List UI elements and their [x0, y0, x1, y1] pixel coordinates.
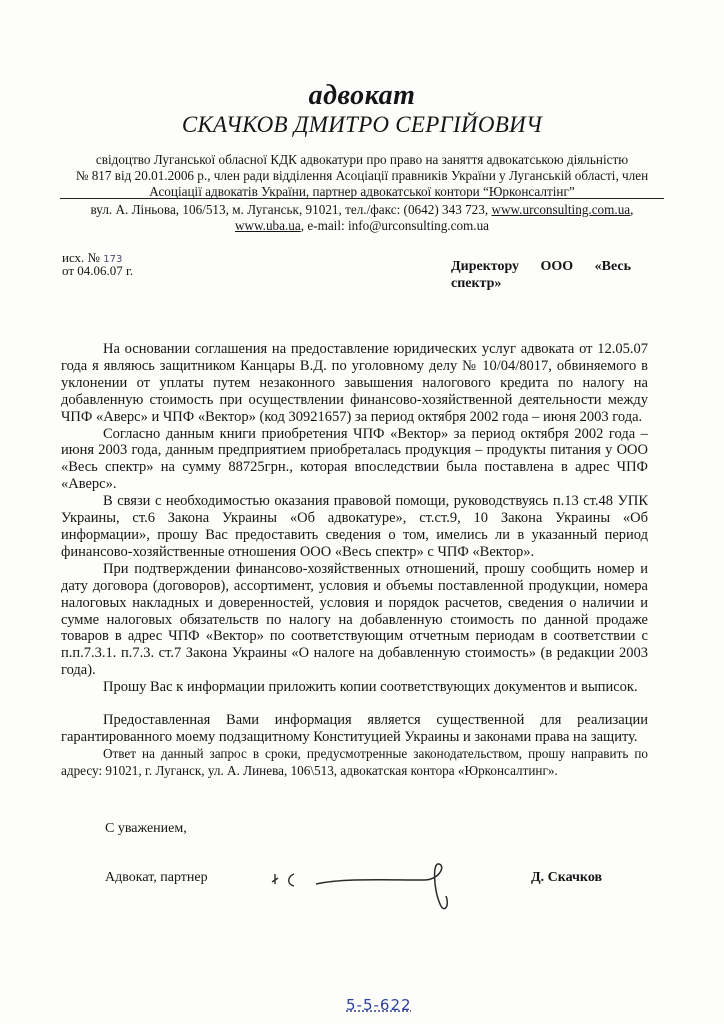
- signature-drawing: [264, 860, 474, 920]
- header-divider: [60, 198, 664, 199]
- outgoing-number-handwritten: 173: [103, 254, 123, 265]
- paragraph-1: На основании соглашения на предоставление юридических услуг адвоката от 12.05.07 года я являюсь защитником Канцары В.Д. по уголовному делу № 10/04/8017, обвиняемого в уклонении от уплаты путем незаконного завышения налогового кредита по налогу на добавленную стоимость при осуществлении финансово-хозяйственной деятельности между ЧПФ «Аверс» и ЧПФ «Вектор» (код 30921657) за период октября 2002 года – июня 2003 года.: [61, 341, 648, 425]
- contact-info: вул. А. Ліньова, 106/513, м. Луганськ, 91021, тел./факс: (0642) 343 723, www.urconsulting.com.ua, www.uba.ua, e-mail: info@urconsulting.com.ua: [90, 202, 634, 233]
- paragraph-7: Ответ на данный запрос в сроки, предусмотренные законодательством, прошу направить по адресу: 91021, г. Луганск, ул. А. Линева, 106\513, адвокатская контора «Юрконсалтинг».: [61, 745, 648, 778]
- letter-body: [61, 341, 648, 780]
- outgoing-date: от 04.06.07 г.: [62, 263, 134, 278]
- certificate-info: [62, 152, 662, 200]
- incoming-stamp-number: 5-5-622: [346, 996, 412, 1014]
- letterhead-title: адвокат: [308, 80, 416, 111]
- website-link-2[interactable]: www.uba.ua: [234, 218, 301, 233]
- certificate-line-1: свідоцтво Луганської обласної КДК адвокатури про право на заняття адвокатською діяльністю: [95, 152, 629, 167]
- signatory-role: Адвокат, партнер: [105, 870, 208, 885]
- paragraph-3: В связи с необходимостью оказания правовой помощи, руководствуясь п.13 ст.48 УПК Украины, ст.6 Закона Украины «Об адвокатуре», ст.ст.9, 10 Закона Украины «Об информации», прошу Вас предоставить сведения о том, имелись ли в указанный период финансово-хозяйственные отношения ООО «Весь спектр» с ЧПФ «Вектор».: [61, 493, 648, 560]
- postal-address: вул. А. Ліньова, 106/513, м. Луганськ, 91021, тел./факс: (0642) 343 723,: [90, 202, 492, 217]
- closing-salutation: С уважением,: [105, 821, 187, 836]
- website-link-1[interactable]: www.urconsulting.com.ua: [491, 202, 631, 217]
- lawyer-name: СКАЧКОВ ДМИТРО СЕРГІЙОВИЧ: [181, 112, 543, 137]
- paragraph-4: При подтверждении финансово-хозяйственных отношений, прошу сообщить номер и дату договора (договоров), ассортимент, условия и объемы поставленной продукции, номера налоговых накладных и доверенностей, условия и порядок расчетов, сведения о наличии и сумме налоговых обязательств по налогу на добавленную стоимость по данной продаже товаров в адрес ЧПФ «Вектор» по соответствующим отчетным периодам в соответствии с п.п.7.3.1. п.7.3. ст.7 Закона Украины «О налоге на добавленную стоимость» (в редакции 2003 года).: [61, 560, 648, 679]
- addressee: [451, 258, 631, 292]
- email-text: , e-mail: info@urconsulting.com.ua: [300, 218, 490, 233]
- outgoing-number-label: исх. №: [62, 250, 100, 265]
- addressee-line-1: Директору ООО «Весь: [451, 259, 631, 274]
- addressee-line-2: спектр»: [451, 276, 502, 291]
- certificate-line-2: № 817 від 20.01.2006 р., член ради відділення Асоціації правників України у Луганській області, член: [75, 168, 649, 183]
- paragraph-6: Предоставленная Вами информация является существенной для реализации гарантированного моему подзащитному Конституцией Украины и законами права на защиту.: [61, 712, 648, 745]
- certificate-line-3: Асоціації адвокатів України, партнер адвокатської контори “Юрконсалтінг”: [149, 184, 575, 199]
- handwritten-signature: [264, 860, 474, 920]
- paragraph-5: Прошу Вас к информации приложить копии соответствующих документов и выписок.: [103, 679, 638, 696]
- signatory-name: Д. Скачков: [531, 870, 603, 885]
- paragraph-2: Согласно данным книги приобретения ЧПФ «Вектор» за период октября 2002 года – июня 2003 года, данным предприятием приобреталась продукция – продукты питания у ООО «Весь спектр» на сумму 88725грн., которая впоследствии была поставлена в адрес ЧПФ «Аверс».: [61, 425, 648, 493]
